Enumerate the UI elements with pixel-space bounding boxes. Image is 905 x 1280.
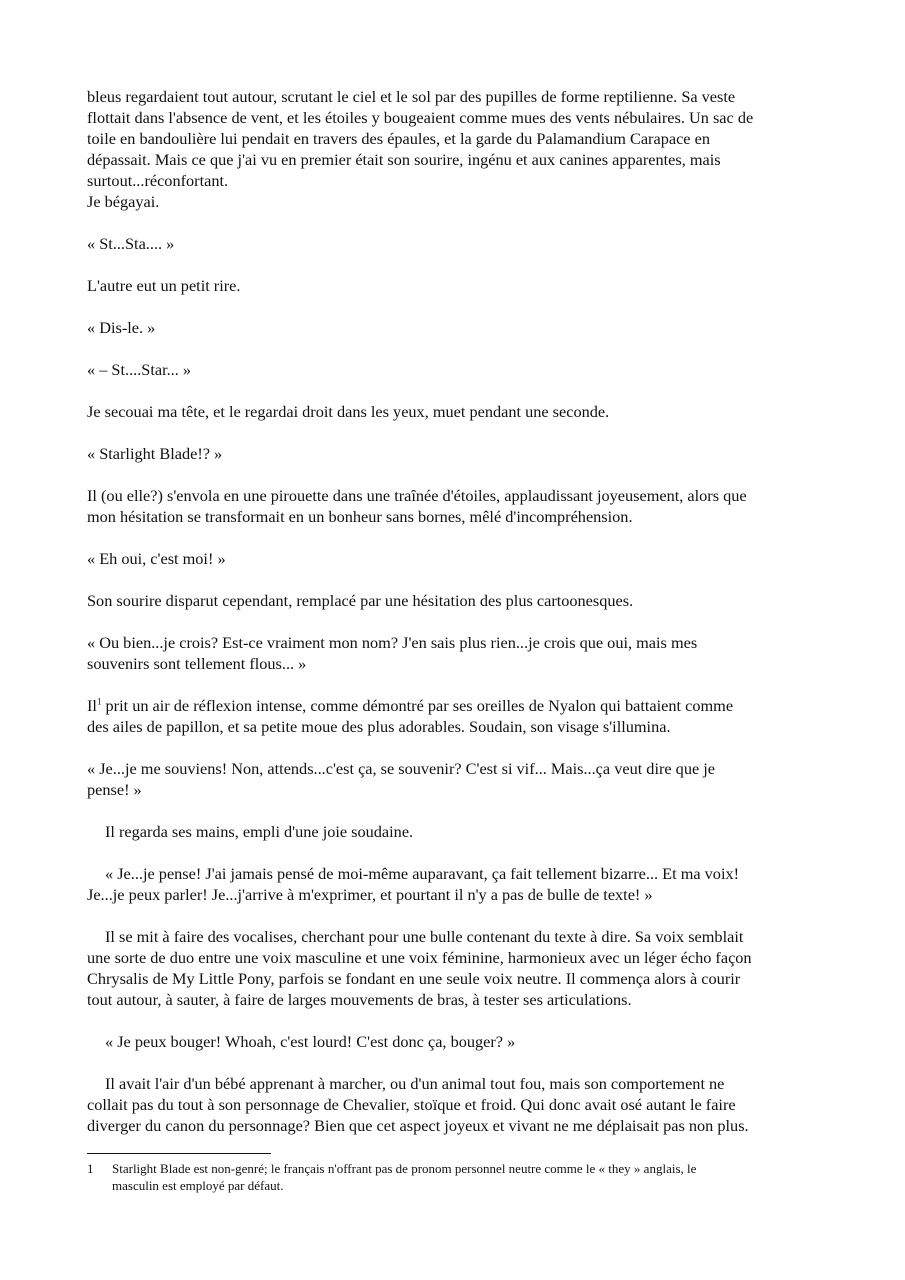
text-line: Son sourire disparut cependant, remplacé par une hésitation des plus cartoonesques. (87, 591, 634, 610)
dialogue-line (87, 317, 827, 338)
text-line: collait pas du tout à son personnage de Chevalier, stoïque et froid. Qui donc avait osé autant le faire (87, 1095, 736, 1114)
text-fragment: Il (87, 696, 97, 715)
text-line: « Ou bien...je crois? Est-ce vraiment mon nom? J'en sais plus rien...je crois que oui, mais mes (87, 633, 698, 652)
text-line: Chrysalis de My Little Pony, parfois se fondant en une seule voix neutre. Il commença alors à courir (87, 969, 741, 988)
text-line: Je secouai ma tête, et le regardai droit dans les yeux, muet pendant une seconde. (87, 402, 610, 421)
paragraph (87, 275, 827, 296)
paragraph (87, 695, 827, 737)
paragraph (87, 926, 827, 1010)
document-body (87, 86, 827, 1136)
footnote (87, 1160, 827, 1194)
text-fragment: prit un air de réflexion intense, comme démontré par ses oreilles de Nyalon qui battaient comme (101, 696, 734, 715)
footnote-separator (87, 1153, 271, 1154)
text-line: Je bégayai. (87, 192, 160, 211)
text-line: L'autre eut un petit rire. (87, 276, 241, 295)
paragraph (87, 485, 827, 527)
footnote-text (112, 1160, 827, 1194)
paragraph (87, 86, 827, 191)
text-line: « Je peux bouger! Whoah, c'est lourd! C'est donc ça, bouger? » (105, 1032, 516, 1051)
text-line: une sorte de duo entre une voix masculine et une voix féminine, harmonieux avec un léger écho façon (87, 948, 752, 967)
text-line: tout autour, à sauter, à faire de larges mouvements de bras, à tester ses articulations. (87, 990, 632, 1009)
paragraph (87, 590, 827, 611)
text-line: « – St....Star... » (87, 360, 192, 379)
text-line: des ailes de papillon, et sa petite moue des plus adorables. Soudain, son visage s'illumina. (87, 717, 671, 736)
text-line: pense! » (87, 780, 142, 799)
text-line: bleus regardaient tout autour, scrutant le ciel et le sol par des pupilles de forme reptilienne. Sa veste (87, 87, 736, 106)
text-line: Je...je peux parler! Je...j'arrive à m'exprimer, et pourtant il n'y a pas de bulle de texte! » (87, 885, 653, 904)
dialogue-line (87, 548, 827, 569)
text-line: masculin est employé par défaut. (112, 1178, 284, 1193)
text-line: « Starlight Blade!? » (87, 444, 223, 463)
dialogue-line (87, 632, 827, 674)
paragraph (87, 821, 827, 842)
text-line: Il se mit à faire des vocalises, cherchant pour une bulle contenant du texte à dire. Sa voix semblait (105, 927, 744, 946)
text-line: Il regarda ses mains, empli d'une joie soudaine. (105, 822, 414, 841)
text-line (87, 695, 827, 716)
text-line: surtout...réconfortant. (87, 171, 229, 190)
text-line: mon hésitation se transformait en un bonheur sans bornes, mêlé d'incompréhension. (87, 507, 633, 526)
paragraph (87, 1073, 827, 1136)
text-line: « St...Sta.... » (87, 234, 175, 253)
text-line: Il (ou elle?) s'envola en une pirouette dans une traînée d'étoiles, applaudissant joyeusement, alors que (87, 486, 747, 505)
footnote-reference: 1 (96, 696, 102, 707)
text-line: dépassait. Mais ce que j'ai vu en premier était son sourire, ingénu et aux canines apparentes, mais (87, 150, 721, 169)
dialogue-line (87, 443, 827, 464)
dialogue-line (87, 359, 827, 380)
text-line: souvenirs sont tellement flous... » (87, 654, 307, 673)
text-line: « Eh oui, c'est moi! » (87, 549, 226, 568)
dialogue-line (87, 233, 827, 254)
text-line: « Dis-le. » (87, 318, 156, 337)
dialogue-line (87, 758, 827, 800)
text-line: toile en bandoulière lui pendait en travers des épaules, et la garde du Palamandium Carapace en (87, 129, 710, 148)
footnote-number: 1 (87, 1161, 94, 1176)
text-line: diverger du canon du personnage? Bien que cet aspect joyeux et vivant ne me déplaisait pas non plus. (87, 1116, 749, 1135)
text-line: « Je...je pense! J'ai jamais pensé de moi-même auparavant, ça fait tellement bizarre... Et ma voix! (105, 864, 740, 883)
paragraph (87, 191, 827, 212)
paragraph (87, 401, 827, 422)
dialogue-line (87, 863, 827, 905)
text-line: flottait dans l'absence de vent, et les étoiles y bougeaient comme mues des vents nébulaires. Un sac de (87, 108, 754, 127)
text-line: Il avait l'air d'un bébé apprenant à marcher, ou d'un animal tout fou, mais son comportement ne (105, 1074, 725, 1093)
text-line: « Je...je me souviens! Non, attends...c'est ça, se souvenir? C'est si vif... Mais...ça veut dire que je (87, 759, 716, 778)
dialogue-line (87, 1031, 827, 1052)
text-line: Starlight Blade est non-genré; le français n'offrant pas de pronom personnel neutre comme le « they » anglais, le (112, 1161, 697, 1176)
